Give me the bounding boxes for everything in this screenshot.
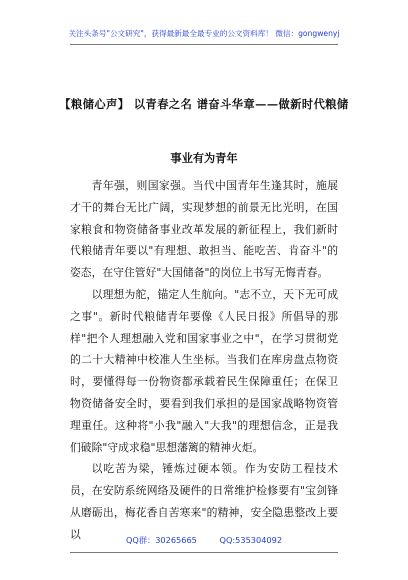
footer-qq-group: QQ群：30265665 (125, 535, 197, 545)
footer-qq-number: QQ:535304092 (219, 535, 283, 545)
document-body (70, 175, 338, 546)
paragraph-1: 青年强，则国家强。当代中国青年生逢其时，施展才干的舞台无比广阔，实现梦想的前景无比光明，在国家粮食和物资储备事业改革发展的新征程上，我们新时代粮储青年要以"有理想、敢担当、能吃苦、肯奋斗"的姿态，在守住管好"大国储备"的岗位上书写无悔青春。 (70, 179, 338, 280)
document-title: 【粮储心声】 以青春之名 谱奋斗华章——做新时代粮储 (59, 97, 349, 111)
header-promo-note: 关注头条号"公文研究"，获得最新最全最专业的公文资料库！ 微信：gongwenyj (68, 29, 340, 38)
paragraph-3: 以吃苦为梁，锤炼过硬本领。作为安防工程技术员，在安防系统网络及硬件的日常维护检修要有"宝剑锋从磨砺出，梅花香自苦寒来"的精神，安全隐患整改上要以 (70, 462, 338, 541)
footer-contact (0, 535, 408, 546)
paragraph-2: 以理想为舵，锚定人生航向。"志不立，天下无可成之事"。新时代粮储青年要像《人民日报》所倡导的那样"把个人理想融入党和国家事业之中"，在学习贯彻党的二十大精神中校准人生坐标。当我们在库房盘点物资时，要懂得每一份物资都承载着民生保障重任；在保卫物资储备安全时，要看到我们承担的是国家战略物资管理重任。这种将"小我"融入"大我"的理想信念，正是我们破除"守成求稳"思想藩篱的精神火炬。 (70, 287, 338, 454)
footer-divider (70, 552, 338, 553)
document-subtitle: 事业有为青年 (170, 151, 238, 165)
header-divider (70, 44, 338, 45)
